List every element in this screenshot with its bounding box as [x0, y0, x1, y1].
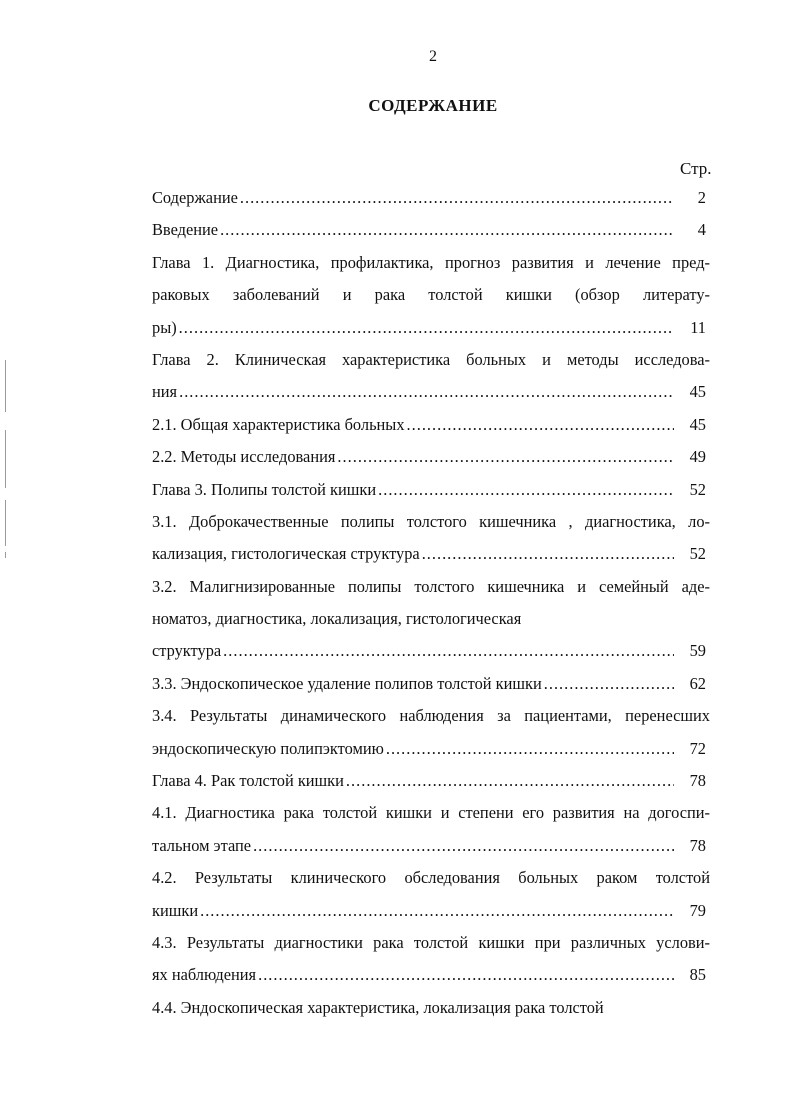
toc-entry-text: 4.4. Эндоскопическая характеристика, локализация рака толстой: [152, 997, 604, 1017]
toc-line: [152, 895, 710, 927]
toc-entry-text: кишки: [152, 900, 199, 920]
toc-entry-text: ях наблюдения: [152, 965, 257, 985]
toc-entry-text: Глава 3. Полипы толстой кишки: [152, 479, 377, 499]
dot-leader: [258, 959, 674, 991]
dot-leader: [378, 474, 674, 506]
toc-entry-text: 3.2. Малигнизированные полипы толстого кишечника и семейный аде-: [152, 576, 710, 596]
page-title: СОДЕРЖАНИЕ: [368, 96, 498, 115]
toc-page-number: 49: [689, 447, 706, 467]
toc-entry-text: тальном этапе: [152, 835, 252, 855]
toc-line: [152, 182, 710, 214]
toc-entry-text: 4.2. Результаты клинического обследования больных раком толстой: [152, 868, 710, 888]
toc-line: [152, 409, 710, 441]
dot-leader: [544, 668, 674, 700]
dot-leader: [179, 376, 674, 408]
toc-entry-text: ры): [152, 317, 177, 337]
toc-line: [152, 668, 710, 700]
toc-line: [152, 733, 710, 765]
toc-line: [152, 441, 710, 473]
page-column-label: Стр.: [680, 159, 712, 178]
dot-leader: [223, 635, 674, 667]
toc-page-number: 59: [689, 641, 706, 661]
toc-page-number: 52: [689, 479, 706, 499]
toc-entry-text: Глава 1. Диагностика, профилактика, прогноз развития и лечение пред-: [152, 252, 710, 272]
dot-leader: [200, 895, 674, 927]
dot-leader: [240, 182, 674, 214]
toc-entry-text: Глава 4. Рак толстой кишки: [152, 771, 344, 791]
toc-page-number: 2: [697, 188, 706, 207]
page-number: 2: [429, 48, 437, 65]
toc-entry-text: 3.4. Результаты динамического наблюдения за пациентами, перенесших: [152, 706, 710, 726]
dot-leader: [179, 312, 674, 344]
toc-entry-text: кализация, гистологическая структура: [152, 544, 420, 564]
toc-line: [152, 376, 710, 408]
toc-page-number: 4: [697, 220, 706, 240]
dot-leader: [346, 765, 674, 797]
toc-entry-text: 2.1. Общая характеристика больных: [152, 414, 405, 434]
toc-entry-text: структура: [152, 641, 222, 661]
toc-entry-text: Содержание: [152, 188, 238, 207]
dot-leader: [386, 733, 674, 765]
dot-leader: [422, 538, 674, 570]
toc-line: [152, 830, 710, 862]
toc-entry-text: 4.3. Результаты диагностики рака толстой кишки при различных услови-: [152, 932, 710, 952]
toc-page-number: 79: [689, 900, 706, 920]
toc-page-number: 72: [689, 738, 706, 758]
toc-line: [152, 959, 710, 991]
toc-entry-text: раковых заболеваний и рака толстой кишки (обзор литерату-: [152, 285, 710, 305]
toc-entry-text: номатоз, диагностика, локализация, гистологическая: [152, 609, 522, 629]
toc-entry-text: 3.1. Доброкачественные полипы толстого кишечника , диагностика, ло-: [152, 511, 710, 531]
dot-leader: [407, 409, 674, 441]
toc-entry-text: 2.2. Методы исследования: [152, 447, 336, 467]
toc-line: [152, 635, 710, 667]
toc-line: [152, 474, 710, 506]
toc-entry-text: Введение: [152, 220, 219, 240]
toc-page-number: 45: [689, 382, 706, 402]
dot-leader: [337, 441, 674, 473]
toc-entry-text: 3.3. Эндоскопическое удаление полипов толстой кишки: [152, 673, 542, 693]
toc-entry-text: Глава 2. Клиническая характеристика больных и методы исследова-: [152, 349, 710, 369]
toc-entry-text: 4.1. Диагностика рака толстой кишки и степени его развития на догоспи-: [152, 803, 710, 823]
toc-page-number: 11: [690, 317, 706, 337]
toc-page-number: 62: [689, 673, 706, 693]
toc-entry-text: эндоскопическую полипэктомию: [152, 738, 384, 758]
dot-leader: [220, 214, 674, 246]
scan-margin-marks: [5, 360, 7, 560]
dot-leader: [253, 830, 674, 862]
toc-page-number: 78: [689, 835, 706, 855]
toc-entry-text: ния: [152, 382, 178, 402]
toc-line: [152, 312, 710, 344]
table-of-contents: [152, 182, 710, 1024]
toc-page-number: 85: [689, 965, 706, 985]
toc-line: [152, 765, 710, 797]
toc-page-number: 52: [689, 544, 706, 564]
toc-line: [152, 538, 710, 570]
toc-page-number: 78: [689, 771, 706, 791]
toc-page-number: 45: [689, 414, 706, 434]
toc-line: [152, 214, 710, 246]
